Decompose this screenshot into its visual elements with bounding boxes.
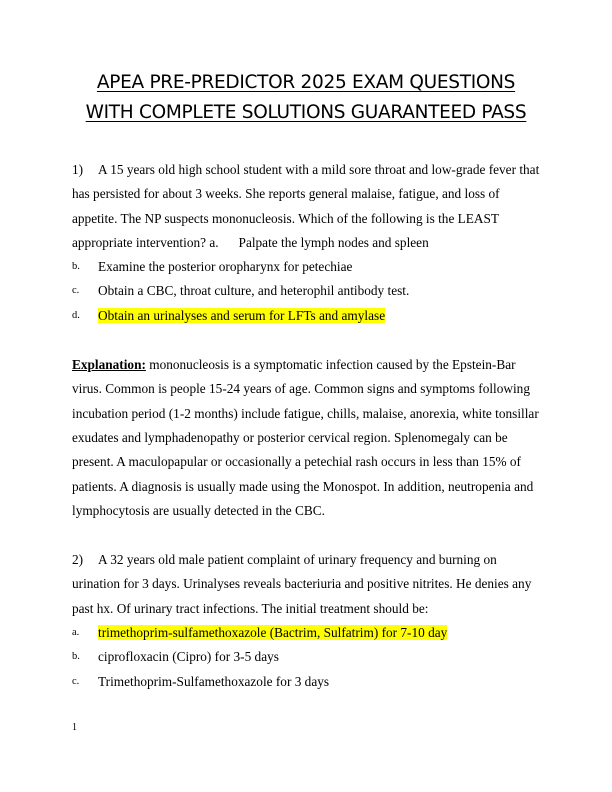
question-2-option-c [72,670,548,694]
highlighted-answer: Obtain an urinalyses and serum for LFTs and amylase [98,307,386,323]
question-2-stem: A 32 years old male patient complaint of urinary frequency and burning on urination for 3 days. Urinalyses reveals bacteriuria and positive nitrites. He denies any past hx. Of urinary tract infections. The initial treatment should be: [72,552,532,616]
option-letter: b. [72,651,80,663]
title-line-2: WITH COMPLETE SOLUTIONS GUARANTEED PASS [85,102,527,123]
option-text: Examine the posterior oropharynx for petechiae [98,259,353,275]
question-1-option-a: Palpate the lymph nodes and spleen [238,234,429,250]
question-1-option-d [72,304,548,328]
question-1-number: 1) [72,162,84,177]
option-letter: a. [72,627,80,639]
document-body [72,158,548,694]
option-letter: d. [72,309,80,321]
option-text: ciprofloxacin (Cipro) for 3-5 days [98,649,279,665]
question-1-stem: A 15 years old high school student with a mild sore throat and low-grade fever that has persisted for about 3 weeks. She reports general malaise, fatigue, and loss of appetite. The NP suspects mononucleosis. Which of the following is the LEAST appropriate intervention? [72,162,540,250]
option-letter: b. [72,261,80,273]
explanation-label: Explanation: [72,357,146,373]
document-title [40,68,572,128]
question-1 [72,158,548,255]
highlighted-answer: trimethoprim-sulfamethoxazole (Bactrim, Sulfatrim) for 7-10 day [98,625,448,641]
question-1-option-a-letter: a. [209,234,219,250]
question-2-option-b [72,645,548,669]
question-2-number: 2) [72,552,84,568]
question-2 [72,548,548,621]
option-text: Obtain a CBC, throat culture, and heterophil antibody test. [98,283,410,299]
question-1-option-b [72,255,548,279]
explanation-1 [72,353,548,523]
page-number: 1 [72,722,77,733]
explanation-text: mononucleosis is a symptomatic infection caused by the Epstein-Bar virus. Common is people 15-24 years of age. Common signs and symptoms following incubation period (1-2 months) include fatigue, chills, malaise, anorexia, white tonsillar exudates and lymphadenopathy or posterior cervical region. Splenomegaly can be present. A maculopapular or occasionally a petechial rash occurs in less than 15% of patients. A diagnosis is usually made using the Monospot. In addition, neutropenia and lymphocytosis are usually detected in the CBC. [72,357,539,518]
question-2-option-a [72,621,548,645]
option-text: Trimethoprim-Sulfamethoxazole for 3 days [98,673,330,689]
option-letter: c. [72,285,80,297]
question-1-option-c [72,279,548,303]
option-letter: c. [72,675,80,687]
title-line-1: APEA PRE-PREDICTOR 2025 EXAM QUESTIONS [96,72,516,93]
